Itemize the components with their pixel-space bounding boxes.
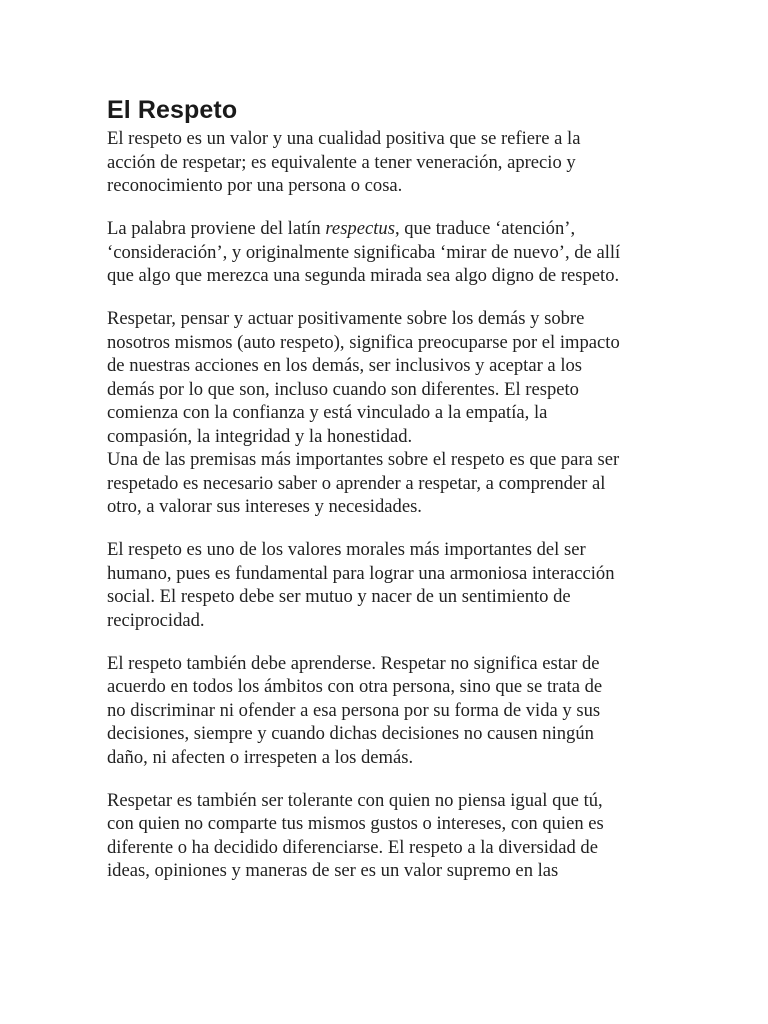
text-run: , que traduce ‘atención’, xyxy=(394,218,576,239)
paragraph-line: con quien no comparte tus mismos gustos o intereses, con quien es xyxy=(107,813,604,834)
paragraph-line: social. El respeto debe ser mutuo y nacer de un sentimiento de xyxy=(107,586,571,607)
paragraph-line: que algo que merezca una segunda mirada sea algo digno de respeto. xyxy=(107,265,620,286)
paragraph-line: Respetar, pensar y actuar positivamente sobre los demás y sobre xyxy=(107,308,585,329)
paragraph-line: no discriminar ni ofender a esa persona por su forma de vida y sus xyxy=(107,699,601,721)
latin-term: respectus xyxy=(325,218,395,239)
paragraph-line: ideas, opiniones y maneras de ser es un valor supremo en las xyxy=(107,860,559,881)
paragraph-3 xyxy=(107,307,667,448)
paragraph-line: respetado es necesario saber o aprender a respetar, a comprender al xyxy=(107,472,606,494)
document-page xyxy=(107,95,667,902)
text-run: La palabra proviene del latín xyxy=(107,218,326,239)
paragraph-line: compasión, la integridad y la honestidad. xyxy=(107,425,413,447)
paragraph-line xyxy=(107,217,667,241)
paragraph-5 xyxy=(107,538,667,632)
paragraph-line: reciprocidad. xyxy=(107,609,205,631)
paragraph-2 xyxy=(107,217,667,288)
paragraph-line: nosotros mismos (auto respeto), significa preocuparse por el impacto xyxy=(107,331,620,353)
paragraph-6 xyxy=(107,652,667,770)
paragraph-line: humano, pues es fundamental para lograr una armoniosa interacción xyxy=(107,562,615,584)
paragraph-line: acuerdo en todos los ámbitos con otra persona, sino que se trata de xyxy=(107,676,603,697)
paragraph-line: comienza con la confianza y está vinculado a la empatía, la xyxy=(107,402,548,423)
paragraph-line: decisiones, siempre y cuando dichas decisiones no causen ningún xyxy=(107,723,594,744)
paragraph-line: El respeto es un valor y una cualidad positiva que se refiere a la xyxy=(107,128,581,149)
paragraph-1 xyxy=(107,127,667,198)
paragraph-line: El respeto también debe aprenderse. Respetar no significa estar de xyxy=(107,652,600,674)
paragraph-line: El respeto es uno de los valores morales más importantes del ser xyxy=(107,539,586,560)
paragraph-line: de nuestras acciones en los demás, ser inclusivos y aceptar a los xyxy=(107,355,583,376)
paragraph-line: diferente o ha decidido diferenciarse. El respeto a la diversidad de xyxy=(107,836,598,858)
paragraph-line: otro, a valorar sus intereses y necesidades. xyxy=(107,496,422,517)
document-title: El Respeto xyxy=(107,96,238,124)
paragraph-line: reconocimiento por una persona o cosa. xyxy=(107,175,403,196)
paragraph-line: demás por lo que son, incluso cuando son diferentes. El respeto xyxy=(107,378,579,400)
paragraph-line: acción de respetar; es equivalente a tener veneración, aprecio y xyxy=(107,151,576,173)
paragraph-7 xyxy=(107,789,667,883)
paragraph-line: ‘consideración’, y originalmente significaba ‘mirar de nuevo’, de allí xyxy=(107,241,621,263)
paragraph-4 xyxy=(107,448,667,519)
paragraph-line: Una de las premisas más importantes sobre el respeto es que para ser xyxy=(107,449,620,470)
paragraph-line: Respetar es también ser tolerante con quien no piensa igual que tú, xyxy=(107,789,603,811)
paragraph-line: daño, ni afecten o irrespeten a los demás. xyxy=(107,746,414,768)
